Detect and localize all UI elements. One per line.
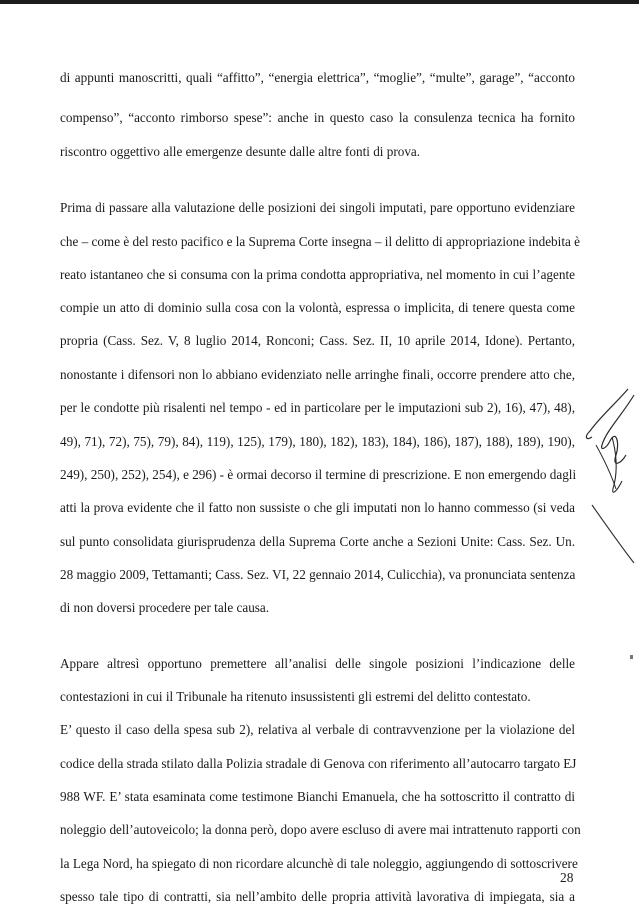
text-line: di non doversi procedere per tale causa.	[60, 600, 270, 615]
text-line: reato istantaneo che si consuma con la prima condotta appropriativa, nel momento in cui l’agente	[60, 267, 575, 282]
text-line: sul punto consolidata giurisprudenza della Suprema Corte anche a Sezioni Unite: Cass. Sez. Un.	[60, 534, 575, 549]
text-line: Appare altresì opportuno premettere all’analisi delle singole posizioni l’indicazione delle	[60, 656, 575, 671]
text-line: spesso tale tipo di contratti, sia nell’ambito delle propria attività lavorativa di impiegata, sia a	[60, 889, 575, 904]
text-line: 49), 71), 72), 75), 79), 84), 119), 125), 179), 180), 182), 183), 184), 186), 187), 188), 189), 190),	[60, 434, 575, 449]
text-line: nonostante i difensori non lo abbiano evidenziato nelle arringhe finali, occorre prendere atto che,	[60, 367, 575, 382]
text-line: codice della strada stilato dalla Polizia stradale di Genova con riferimento all’autocarro targato EJ	[60, 756, 577, 771]
text-line: la Lega Nord, ha spiegato di non ricordare alcunchè di tale noleggio, aggiungendo di sottoscrivere	[60, 856, 578, 871]
text-line: 249), 250), 252), 254), e 296) - è ormai decorso il termine di prescrizione. E non emergendo dagli	[60, 467, 577, 482]
text-line: per le condotte più risalenti nel tempo - ed in particolare per le imputazioni sub 2), 16), 47), 48),	[60, 400, 575, 415]
text-line: atti la prova evidente che il fatto non sussiste o che gli imputati non lo hanno commesso (si veda	[60, 500, 575, 515]
text-line: noleggio dell’autoveicolo; la donna però, dopo avere escluso di avere mai intrattenuto rapporti con	[60, 822, 581, 837]
text-line: contestazioni in cui il Tribunale ha ritenuto insussistenti gli estremi del delitto contestato.	[60, 689, 531, 704]
text-line: riscontro oggettivo alle emergenze desunte dalle altre fonti di prova.	[60, 144, 421, 159]
text-line: propria (Cass. Sez. V, 8 luglio 2014, Ronconi; Cass. Sez. II, 10 aprile 2014, Idone). Pertanto,	[60, 333, 575, 348]
text-line: 988 WF. E’ stata esaminata come testimone Bianchi Emanuela, che ha sottoscritto il contratto di	[60, 789, 575, 804]
handwritten-signature	[576, 385, 639, 575]
text-line: E’ questo il caso della spesa sub 2), relativa al verbale di contravvenzione per la violazione del	[60, 722, 575, 737]
text-line: Prima di passare alla valutazione delle posizioni dei singoli imputati, pare opportuno evidenziare	[60, 200, 575, 215]
text-line: di appunti manoscritti, quali “affitto”, “energia elettrica”, “moglie”, “multe”, garage”, “acconto	[60, 70, 575, 85]
text-line: che – come è del resto pacifico e la Suprema Corte insegna – il delitto di appropriazione indebita è	[60, 234, 580, 249]
text-line: compenso”, “acconto rimborso spese”: anche in questo caso la consulenza tecnica ha fornito	[60, 110, 575, 125]
text-line: compie un atto di dominio sulla cosa con la volontà, espressa o implicita, di tenere questa come	[60, 300, 575, 315]
page-number: 28	[560, 870, 574, 885]
margin-mark	[630, 655, 633, 659]
top-border-rule	[0, 0, 639, 4]
text-line: 28 maggio 2009, Tettamanti; Cass. Sez. VI, 22 gennaio 2014, Culicchia), va pronunciata sentenza	[60, 567, 576, 582]
